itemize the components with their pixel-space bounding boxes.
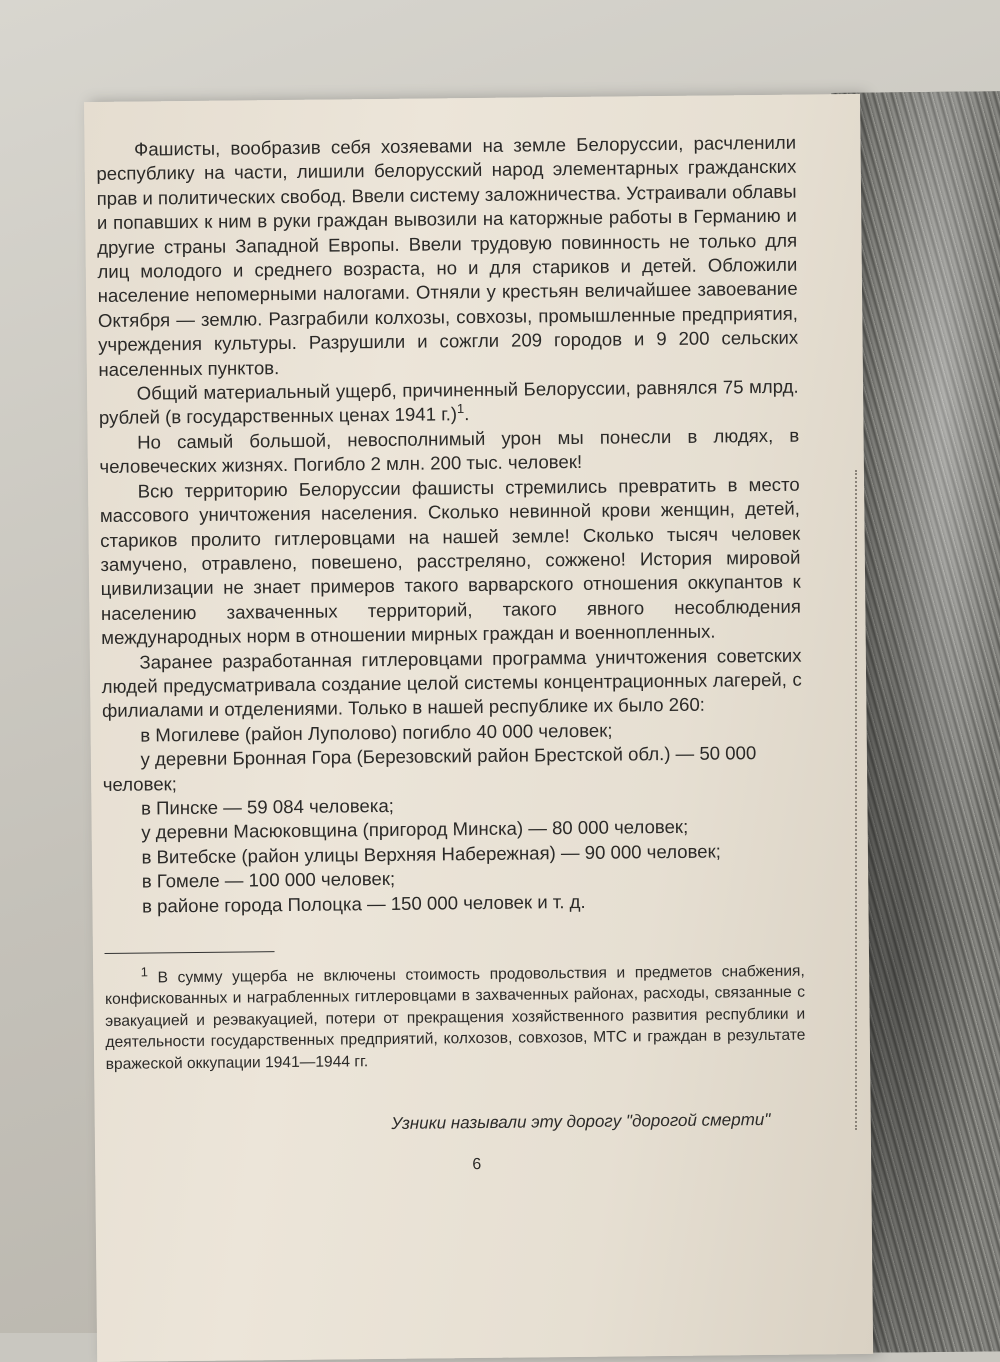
list-item: у деревни Бронная Гора (Березовский район Брестской обл.) — 50 000 человек;	[102, 742, 757, 795]
photo-caption: Узники называли эту дорогу "дорогой смерти"	[391, 1110, 771, 1133]
paragraph-occupation: Фашисты, вообразив себя хозяевами на земле Белоруссии, расчленили республику на части, лишили белорусский народ элементарных гражданских прав и политических свобод. Ввели систему заложничества. Устраивали облавы и попавших к ним в руки граждан вывозили на каторжные работы в Германию и другие страны Западной Европы. Ввели трудовую повинность не только для лиц молодого и среднего возраста, но и для стариков и детей. Обложили население непомерными налогами. Отняли у крестьян величайшее завоевание Октября — землю. Разграбили колхозы, совхозы, промышленные предприятия, учреждения культуры. Разрушили и сожгли 209 городов и 9 200 сельских населенных пунктов.	[96, 131, 799, 380]
binding-stitch	[855, 470, 863, 1130]
damage-text: Общий материальный ущерб, причиненный Белоруссии, равнялся 75 млрд. рублей (в государственных ценах 1941 г.)	[98, 375, 799, 429]
paragraph-camps-intro: Заранее разработанная гитлеровцами программа уничтожения советских людей предусматривала создание целой системы концентрационных лагерей, с филиалами и отделениями. Только в нашей республике их было 260:	[101, 644, 802, 722]
paragraph-human-losses: Но самый большой, невосполнимый урон мы понесли в людях, в человеческих жизнях. Погибло 2 млн. 200 тыс. человек!	[99, 424, 800, 478]
list-item: в Пинске — 59 084 человека;	[140, 794, 395, 819]
footnote-reference: 1	[456, 401, 465, 417]
footnote-text: В сумму ущерба не включены стоимость продовольствия и предметов снабжения, конфискованных и награбленных гитлеровцами в захваченных районах, расходы, связанные с эвакуацией и реэвакуацией, потери от прекращения хозяйственного развития республики и деятельности государственных предприятий, колхозов, совхозов, МТС и граждан в результате вражеской оккупации 1941—1944 гг.	[104, 962, 806, 1073]
footnote	[105, 961, 806, 1075]
footnote-marker: 1	[140, 964, 149, 980]
page-number: 6	[472, 1156, 482, 1174]
list-item: у деревни Масюковщина (пригород Минска) — 80 000 человек;	[141, 816, 689, 843]
list-item: в районе города Полоцка — 150 000 человек и т. д.	[141, 890, 586, 917]
footnote-divider	[105, 951, 275, 954]
list-item: в Могилеве (район Луполово) погибло 40 000 человек;	[140, 719, 613, 746]
paragraph-material-damage: Общий материальный ущерб, причиненный Белоруссии, равнялся 75 млрд. рублей (в государственных ценах 1941 г.)$^1$.	[98, 375, 799, 429]
page-text	[96, 131, 807, 1182]
camps-list	[102, 716, 804, 919]
list-item: в Витебске (район улицы Верхняя Набережная) — 90 000 человек;	[141, 840, 721, 868]
list-item: в Гомеле — 100 000 человек;	[141, 868, 396, 892]
paragraph-extermination: Всю территорию Белоруссии фашисты стремились превратить в место массового уничтожения населения. Сколько невинной крови женщин, детей, стариков пролито гитлеровцами на нашей земле! Сколько тысяч человек замучено, отравлено, повешено, расстреляно, сожжено! История мировой цивилизации не знает примеров такого варварского отношения оккупантов к населению захваченных территорий, такого явного несоблюдения международных норм в отношении мирных граждан и военнопленных.	[99, 473, 802, 649]
